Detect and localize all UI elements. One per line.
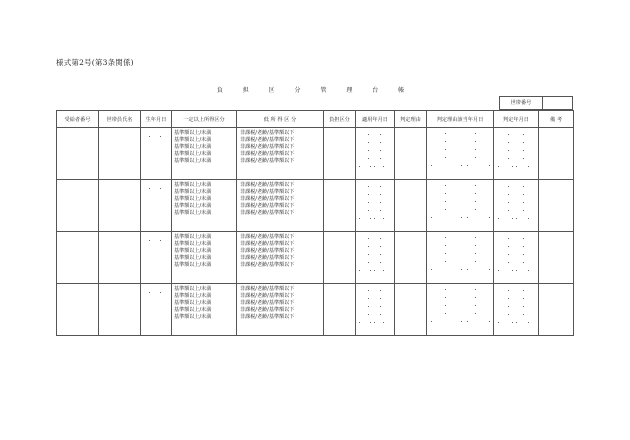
date-separator-dot: [380, 314, 381, 315]
income-option-line: 基準額以上/未満: [174, 262, 212, 269]
member-name-cell[interactable]: [99, 128, 141, 180]
date-separator-dot: [467, 165, 468, 166]
date-separator-dot: [475, 245, 476, 246]
date-separator-dot: [508, 238, 509, 239]
date-separator-dot: [508, 262, 509, 263]
col-remarks: 備 考: [539, 111, 574, 128]
date-separator-dot: [380, 134, 381, 135]
date-separator-dot: [461, 165, 462, 166]
date-separator-dot: [523, 290, 524, 291]
date-separator-dot: [380, 158, 381, 159]
date-separator-dot: [523, 150, 524, 151]
date-separator-dot: [374, 322, 375, 323]
date-separator-dot: [489, 321, 490, 322]
tax-option-line: 非課税/老齢/基準額以下: [240, 158, 295, 165]
tax-option-line: 非課税/老齢/基準額以下: [240, 314, 295, 321]
income-option-line: 基準額以上/未満: [174, 203, 212, 210]
dob-cell[interactable]: [141, 128, 172, 180]
date-separator-dot: [359, 270, 360, 271]
date-separator-dot: [508, 306, 509, 307]
date-separator-dot: [445, 193, 446, 194]
header-row: [57, 111, 574, 128]
ledger-row: [57, 232, 574, 284]
date-separator-dot: [445, 289, 446, 290]
date-separator-dot: [380, 298, 381, 299]
date-separator-dot: [475, 297, 476, 298]
income-option-line: 基準額以上/未満: [174, 255, 212, 262]
income-option-line: 基準額以上/未満: [174, 234, 212, 240]
low-income-class-cell[interactable]: [237, 284, 324, 336]
date-separator-dot: [523, 142, 524, 143]
income-option-line: 基準額以上/未満: [174, 210, 212, 217]
date-separator-dot: [359, 166, 360, 167]
date-separator-dot: [368, 142, 369, 143]
income-option-line: 基準額以上/未満: [174, 293, 212, 300]
date-separator-dot: [475, 157, 476, 158]
col-income-class: 一定以上所得区分: [172, 111, 237, 128]
decision-reason-year-cell[interactable]: [427, 232, 494, 284]
date-separator-dot: [445, 141, 446, 142]
date-separator-dot: [380, 142, 381, 143]
date-separator-dot: [380, 306, 381, 307]
date-separator-dot: [380, 210, 381, 211]
remarks-cell[interactable]: [539, 128, 574, 180]
date-separator-dot: [160, 292, 161, 293]
date-separator-dot: [489, 269, 490, 270]
date-separator-dot: [489, 217, 490, 218]
date-separator-dot: [475, 253, 476, 254]
tax-option-line: 非課税/老齢/基準額以下: [240, 293, 295, 300]
date-separator-dot: [523, 194, 524, 195]
date-separator-dot: [368, 262, 369, 263]
date-separator-dot: [498, 270, 499, 271]
tax-option-line: 非課税/老齢/基準額以下: [240, 189, 295, 196]
date-separator-dot: [380, 186, 381, 187]
burden-class-cell[interactable]: [324, 128, 356, 180]
col-date-of-birth: 生年月日: [141, 111, 172, 128]
date-separator-dot: [383, 270, 384, 271]
date-separator-dot: [368, 314, 369, 315]
date-separator-dot: [445, 209, 446, 210]
date-separator-dot: [160, 136, 161, 137]
remarks-cell[interactable]: [539, 284, 574, 336]
date-separator-dot: [475, 313, 476, 314]
tax-option-line: 非課税/老齢/基準額以下: [240, 137, 295, 144]
member-name-cell[interactable]: [99, 284, 141, 336]
date-separator-dot: [368, 134, 369, 135]
ledger-row: [57, 180, 574, 232]
dob-cell[interactable]: [141, 284, 172, 336]
date-separator-dot: [467, 269, 468, 270]
date-separator-dot: [508, 194, 509, 195]
date-separator-dot: [368, 158, 369, 159]
date-separator-dot: [475, 149, 476, 150]
tax-option-line: 非課税/老齢/基準額以下: [240, 262, 295, 269]
income-option-line: 基準額以上/未満: [174, 307, 212, 314]
income-option-line: 基準額以上/未満: [174, 158, 212, 165]
date-separator-dot: [508, 158, 509, 159]
application-date-cell[interactable]: [356, 180, 395, 232]
col-decision-reason-year: 判定理由該当年月日: [427, 111, 494, 128]
date-separator-dot: [431, 269, 432, 270]
income-class-cell[interactable]: [172, 284, 237, 336]
income-class-cell[interactable]: [172, 128, 237, 180]
recipient-number-cell[interactable]: [57, 180, 99, 232]
decision-date-cell[interactable]: [494, 128, 539, 180]
date-separator-dot: [523, 306, 524, 307]
date-separator-dot: [445, 201, 446, 202]
date-separator-dot: [475, 141, 476, 142]
date-separator-dot: [445, 133, 446, 134]
date-separator-dot: [368, 194, 369, 195]
application-date-cell[interactable]: [356, 128, 395, 180]
date-separator-dot: [516, 166, 517, 167]
date-separator-dot: [380, 150, 381, 151]
date-separator-dot: [475, 185, 476, 186]
date-separator-dot: [467, 217, 468, 218]
date-separator-dot: [528, 270, 529, 271]
date-separator-dot: [498, 322, 499, 323]
burden-class-cell[interactable]: [324, 180, 356, 232]
date-separator-dot: [374, 166, 375, 167]
income-option-line: 基準額以上/未満: [174, 130, 212, 136]
date-separator-dot: [475, 261, 476, 262]
col-burden-class: 負担区分: [324, 111, 356, 128]
date-separator-dot: [523, 202, 524, 203]
tax-option-line: 非課税/老齢/基準額以下: [240, 210, 295, 217]
income-option-line: 基準額以上/未満: [174, 182, 212, 188]
date-separator-dot: [368, 202, 369, 203]
date-separator-dot: [445, 261, 446, 262]
remarks-cell[interactable]: [539, 180, 574, 232]
dob-cell[interactable]: [141, 180, 172, 232]
date-separator-dot: [431, 165, 432, 166]
ledger-row: [57, 128, 574, 180]
date-separator-dot: [512, 166, 513, 167]
date-separator-dot: [383, 166, 384, 167]
date-separator-dot: [475, 237, 476, 238]
decision-reason-cell[interactable]: [395, 284, 427, 336]
date-separator-dot: [359, 218, 360, 219]
low-income-class-cell[interactable]: [237, 232, 324, 284]
date-separator-dot: [512, 322, 513, 323]
date-separator-dot: [467, 321, 468, 322]
date-separator-dot: [370, 322, 371, 323]
ledger-row: [57, 284, 574, 336]
date-separator-dot: [508, 246, 509, 247]
date-separator-dot: [368, 186, 369, 187]
date-separator-dot: [461, 217, 462, 218]
date-separator-dot: [516, 218, 517, 219]
decision-reason-year-cell[interactable]: [427, 128, 494, 180]
income-class-cell[interactable]: [172, 232, 237, 284]
income-option-line: 基準額以上/未満: [174, 189, 212, 196]
date-separator-dot: [523, 298, 524, 299]
date-separator-dot: [475, 305, 476, 306]
date-separator-dot: [431, 217, 432, 218]
date-separator-dot: [368, 150, 369, 151]
tax-option-line: 非課税/老齢/基準額以下: [240, 241, 295, 248]
date-separator-dot: [380, 290, 381, 291]
date-separator-dot: [160, 240, 161, 241]
date-separator-dot: [383, 322, 384, 323]
tax-option-line: 非課税/老齢/基準額以下: [240, 255, 295, 262]
decision-reason-year-cell[interactable]: [427, 180, 494, 232]
date-separator-dot: [149, 136, 150, 137]
date-separator-dot: [445, 149, 446, 150]
tax-option-line: 非課税/老齢/基準額以下: [240, 196, 295, 203]
household-number-field[interactable]: [543, 96, 573, 110]
date-separator-dot: [528, 322, 529, 323]
income-option-line: 基準額以上/未満: [174, 300, 212, 307]
date-separator-dot: [445, 245, 446, 246]
income-option-line: 基準額以上/未満: [174, 314, 212, 321]
income-option-line: 基準額以上/未満: [174, 144, 212, 151]
date-separator-dot: [445, 305, 446, 306]
income-option-line: 基準額以上/未満: [174, 286, 212, 292]
date-separator-dot: [523, 246, 524, 247]
burden-management-ledger: [56, 110, 574, 336]
date-separator-dot: [508, 186, 509, 187]
date-separator-dot: [445, 313, 446, 314]
date-separator-dot: [370, 166, 371, 167]
date-separator-dot: [523, 186, 524, 187]
date-separator-dot: [461, 269, 462, 270]
date-separator-dot: [475, 289, 476, 290]
tax-option-line: 非課税/老齢/基準額以下: [240, 130, 295, 136]
burden-class-cell[interactable]: [324, 232, 356, 284]
date-separator-dot: [383, 218, 384, 219]
date-separator-dot: [445, 237, 446, 238]
date-separator-dot: [508, 290, 509, 291]
date-separator-dot: [508, 314, 509, 315]
date-separator-dot: [508, 298, 509, 299]
application-date-cell[interactable]: [356, 284, 395, 336]
date-separator-dot: [516, 322, 517, 323]
col-application-date: 適用年月日: [356, 111, 395, 128]
date-separator-dot: [461, 321, 462, 322]
low-income-class-cell[interactable]: [237, 180, 324, 232]
date-separator-dot: [475, 209, 476, 210]
household-number-label: 世帯番号: [499, 96, 543, 110]
date-separator-dot: [523, 262, 524, 263]
date-separator-dot: [380, 246, 381, 247]
date-separator-dot: [523, 238, 524, 239]
member-name-cell[interactable]: [99, 232, 141, 284]
date-separator-dot: [523, 314, 524, 315]
income-option-line: 基準額以上/未満: [174, 137, 212, 144]
date-separator-dot: [380, 194, 381, 195]
date-separator-dot: [370, 218, 371, 219]
date-separator-dot: [475, 201, 476, 202]
date-separator-dot: [508, 210, 509, 211]
date-separator-dot: [359, 322, 360, 323]
date-separator-dot: [508, 142, 509, 143]
decision-reason-cell[interactable]: [395, 232, 427, 284]
date-separator-dot: [528, 218, 529, 219]
date-separator-dot: [508, 202, 509, 203]
date-separator-dot: [149, 240, 150, 241]
tax-option-line: 非課税/老齢/基準額以下: [240, 300, 295, 307]
date-separator-dot: [149, 292, 150, 293]
income-option-line: 基準額以上/未満: [174, 241, 212, 248]
date-separator-dot: [523, 134, 524, 135]
date-separator-dot: [489, 165, 490, 166]
date-separator-dot: [431, 321, 432, 322]
dob-cell[interactable]: [141, 232, 172, 284]
date-separator-dot: [368, 246, 369, 247]
tax-option-line: 非課税/老齢/基準額以下: [240, 286, 295, 292]
date-separator-dot: [160, 188, 161, 189]
decision-date-cell[interactable]: [494, 180, 539, 232]
date-separator-dot: [368, 290, 369, 291]
income-option-line: 基準額以上/未満: [174, 151, 212, 158]
income-option-line: 基準額以上/未満: [174, 196, 212, 203]
burden-class-cell[interactable]: [324, 284, 356, 336]
recipient-number-cell[interactable]: [57, 128, 99, 180]
date-separator-dot: [445, 297, 446, 298]
document-title: 負 担 区 分 管 理 台 帳: [216, 87, 414, 94]
date-separator-dot: [508, 134, 509, 135]
date-separator-dot: [368, 210, 369, 211]
decision-reason-year-cell[interactable]: [427, 284, 494, 336]
date-separator-dot: [523, 158, 524, 159]
tax-option-line: 非課税/老齢/基準額以下: [240, 248, 295, 255]
date-separator-dot: [523, 210, 524, 211]
date-separator-dot: [445, 185, 446, 186]
date-separator-dot: [149, 188, 150, 189]
decision-reason-cell[interactable]: [395, 128, 427, 180]
date-separator-dot: [370, 270, 371, 271]
recipient-number-cell[interactable]: [57, 284, 99, 336]
tax-option-line: 非課税/老齢/基準額以下: [240, 307, 295, 314]
date-separator-dot: [368, 254, 369, 255]
date-separator-dot: [374, 270, 375, 271]
date-separator-dot: [512, 270, 513, 271]
tax-option-line: 非課税/老齢/基準額以下: [240, 203, 295, 210]
income-class-cell[interactable]: [172, 180, 237, 232]
application-date-cell[interactable]: [356, 232, 395, 284]
date-separator-dot: [368, 298, 369, 299]
col-low-income-class: 低 所 得 区 分: [237, 111, 324, 128]
date-separator-dot: [508, 150, 509, 151]
col-household-member-name: 世帯員氏名: [99, 111, 141, 128]
remarks-cell[interactable]: [539, 232, 574, 284]
date-separator-dot: [368, 238, 369, 239]
tax-option-line: 非課税/老齢/基準額以下: [240, 151, 295, 158]
date-separator-dot: [475, 193, 476, 194]
col-recipient-number: 受給者番号: [57, 111, 99, 128]
income-option-line: 基準額以上/未満: [174, 248, 212, 255]
date-separator-dot: [368, 306, 369, 307]
date-separator-dot: [516, 270, 517, 271]
date-separator-dot: [498, 218, 499, 219]
date-separator-dot: [528, 166, 529, 167]
decision-date-cell[interactable]: [494, 232, 539, 284]
date-separator-dot: [380, 238, 381, 239]
decision-date-cell[interactable]: [494, 284, 539, 336]
date-separator-dot: [508, 254, 509, 255]
date-separator-dot: [380, 254, 381, 255]
date-separator-dot: [512, 218, 513, 219]
form-number-label: 様式第2号(第3条関係): [56, 58, 134, 67]
date-separator-dot: [380, 202, 381, 203]
date-separator-dot: [475, 133, 476, 134]
col-decision-reason: 判定理由: [395, 111, 427, 128]
date-separator-dot: [498, 166, 499, 167]
tax-option-line: 非課税/老齢/基準額以下: [240, 182, 295, 188]
date-separator-dot: [445, 253, 446, 254]
decision-reason-cell[interactable]: [395, 180, 427, 232]
recipient-number-cell[interactable]: [57, 232, 99, 284]
tax-option-line: 非課税/老齢/基準額以下: [240, 144, 295, 151]
low-income-class-cell[interactable]: [237, 128, 324, 180]
ledger-body: [57, 128, 574, 336]
date-separator-dot: [380, 262, 381, 263]
date-separator-dot: [374, 218, 375, 219]
date-separator-dot: [445, 157, 446, 158]
col-decision-date: 判定年月日: [494, 111, 539, 128]
member-name-cell[interactable]: [99, 180, 141, 232]
tax-option-line: 非課税/老齢/基準額以下: [240, 234, 295, 240]
date-separator-dot: [523, 254, 524, 255]
